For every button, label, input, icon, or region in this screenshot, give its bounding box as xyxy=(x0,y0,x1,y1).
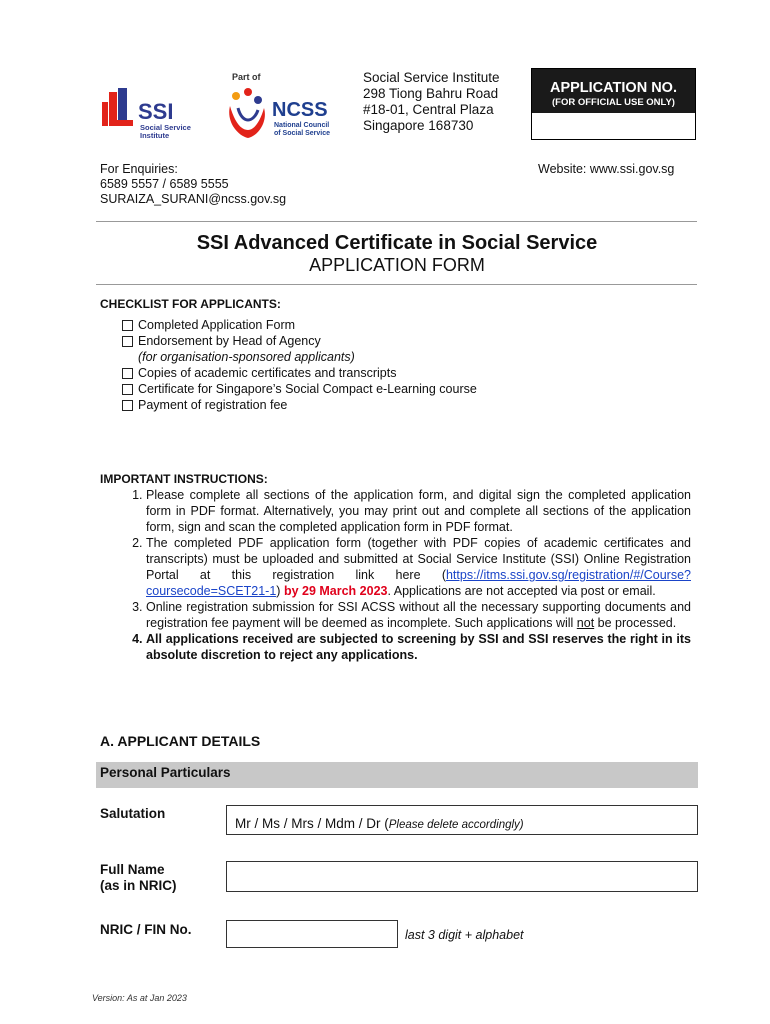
checkbox[interactable] xyxy=(122,368,133,379)
salutation-options: Mr / Ms / Mrs / Mdm / Dr ( xyxy=(235,816,389,831)
ssi-logo-name: SSI xyxy=(138,99,174,124)
instruction-1: 1. Please complete all sections of the application form, and digital sign the completed application form in PDF format. Alternatively, you may print out and complete all sections of the application form, sign and scan the completed application form in PDF format. xyxy=(146,487,691,535)
address-line-4: Singapore 168730 xyxy=(363,118,474,133)
instruction-3: 3. Online registration submission for SSI ACSS without all the necessary supporting documents and registration fee payment will be deemed as incomplete. Such applications will not be processed. xyxy=(146,599,691,631)
full-name-label: Full Name (as in NRIC) xyxy=(100,862,177,893)
enquiries-block xyxy=(100,162,286,207)
checklist-item xyxy=(122,365,477,381)
nric-hint: last 3 digit + alphabet xyxy=(405,928,524,942)
address-line-2: 298 Tiong Bahru Road xyxy=(363,86,499,101)
section-a-title: A. APPLICANT DETAILS xyxy=(100,733,261,749)
checklist-note: (for organisation-sponsored applicants) xyxy=(138,350,355,364)
enquiries-email: SURAIZA_SURANI@ncss.gov.sg xyxy=(100,192,287,206)
checklist-item-label: Certificate for Singapore’s Social Compact e-Learning course xyxy=(138,382,477,396)
instructions-heading: IMPORTANT INSTRUCTIONS: xyxy=(100,472,268,486)
checklist-heading: CHECKLIST FOR APPLICANTS: xyxy=(100,297,281,311)
checkbox[interactable] xyxy=(122,320,133,331)
ncss-logo xyxy=(224,82,344,142)
instructions-list xyxy=(100,487,691,663)
salutation-label: Salutation xyxy=(100,806,166,821)
ssi-logo-sub2: Institute xyxy=(140,131,170,140)
ssi-address xyxy=(363,70,500,134)
checklist xyxy=(122,317,477,413)
instruction-4: 4. All applications received are subjected to screening by SSI and SSI reserves the right in its absolute discretion to reject any applications. xyxy=(146,631,691,663)
ncss-logo-sub2: of Social Service xyxy=(274,130,331,137)
application-number-subtitle: (FOR OFFICIAL USE ONLY) xyxy=(552,97,675,108)
part-of-label: Part of xyxy=(232,72,261,82)
checklist-item-label: Copies of academic certificates and transcripts xyxy=(138,366,397,380)
registration-link[interactable]: https://itms.ssi.gov.sg/registration/#/Course?coursecode=SCET21-1 xyxy=(146,568,691,598)
form-title: SSI Advanced Certificate in Social Service xyxy=(196,232,598,254)
personal-particulars-band xyxy=(96,762,698,788)
checklist-item xyxy=(122,397,477,413)
website-text: Website: www.ssi.gov.sg xyxy=(538,162,675,176)
instruction-2: 2. The completed PDF application form (together with PDF copies of academic certificates and transcripts) must be uploaded and submitted at Social Service Institute (SSI) Online Registration Portal at this registration link here (https://itms.ssi.gov.sg/registration/#/Course?coursecode=SCET21-1) by 29 March 2023. Applications are not accepted via post or email. xyxy=(146,535,691,599)
deadline-text: by 29 March 2023 xyxy=(283,584,388,598)
checklist-item-label: Endorsement by Head of Agency xyxy=(138,334,321,348)
application-number-title: APPLICATION NO. xyxy=(549,80,677,96)
ncss-logo-sub1: National Council xyxy=(274,122,330,129)
form-subtitle: APPLICATION FORM xyxy=(309,255,485,275)
personal-particulars-label: Personal Particulars xyxy=(100,765,231,780)
nric-field[interactable] xyxy=(226,920,398,948)
application-number-box xyxy=(531,68,696,140)
checklist-item xyxy=(122,333,477,349)
nric-label: NRIC / FIN No. xyxy=(100,922,192,937)
checklist-item-label: Payment of registration fee xyxy=(138,398,288,412)
checklist-item xyxy=(122,381,477,397)
ssi-logo xyxy=(100,82,220,142)
ncss-logo-name: NCSS xyxy=(272,99,328,121)
enquiries-label: For Enquiries: xyxy=(100,162,178,176)
checkbox[interactable] xyxy=(122,384,133,395)
salutation-field[interactable] xyxy=(226,805,698,835)
salutation-note: Please delete accordingly) xyxy=(388,819,524,831)
address-line-3: #18-01, Central Plaza xyxy=(363,102,494,117)
checkbox[interactable] xyxy=(122,336,133,347)
checklist-item-label: Completed Application Form xyxy=(138,318,296,332)
version-footer: Version: As at Jan 2023 xyxy=(92,993,187,1003)
address-line-1: Social Service Institute xyxy=(363,70,500,85)
enquiries-phones: 6589 5557 / 6589 5555 xyxy=(100,177,229,191)
full-name-field[interactable] xyxy=(226,861,698,892)
checkbox[interactable] xyxy=(122,400,133,411)
title-divider xyxy=(96,284,697,285)
ssi-logo-sub1: Social Service xyxy=(140,123,191,132)
application-number-header xyxy=(532,69,695,113)
checklist-item xyxy=(122,317,477,333)
header-divider xyxy=(96,221,697,222)
